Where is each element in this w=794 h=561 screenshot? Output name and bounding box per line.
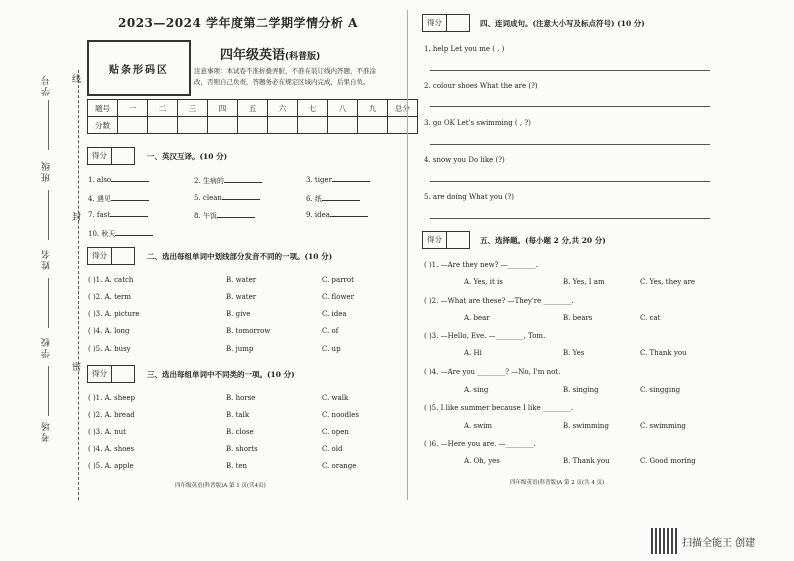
defen-score-slot[interactable] [447, 15, 469, 31]
s2-option-c: C. parrot [322, 276, 354, 284]
sidebar-label-banji: 班级 [42, 160, 52, 182]
score-cell: 六 [268, 100, 298, 117]
s3-option-a: ( )1. A. sheep [88, 394, 135, 402]
s4-item: 3. go OK Let's swimming ( , ?) [424, 119, 531, 127]
s5-question: ( )2. —What are these? —They're ________. [424, 297, 574, 305]
s3-option-b: B. horse [226, 394, 256, 402]
s5-option-b: B. Yes [563, 349, 585, 357]
s4-item: 4. snow you Do like (?) [424, 156, 505, 164]
s3-option-a: ( )2. A. bread [88, 411, 135, 419]
s2-option-a: ( )2. A. term [88, 293, 132, 301]
score-input-cell[interactable] [238, 117, 268, 134]
defen-score-slot[interactable] [447, 232, 469, 248]
s2-option-a: ( )1. A. catch [88, 276, 134, 284]
answer-line[interactable] [430, 70, 710, 71]
s3-option-c: C. walk [322, 394, 349, 402]
subject-title: 四年级英语(科普版) [220, 48, 321, 63]
s5-option-b: B. bears [563, 314, 593, 322]
sidebar-write-line [48, 100, 49, 150]
s4-item: 5. are doing What you (?) [424, 193, 514, 201]
s3-option-b: B. shorts [226, 445, 258, 453]
score-cell: 二 [148, 100, 178, 117]
s2-option-a: ( )5. A. busy [88, 345, 131, 353]
score-input-cell[interactable] [178, 117, 208, 134]
s5-option-b: B. swimming [563, 422, 609, 430]
sidebar-label-xingming: 姓名 [42, 248, 52, 270]
score-input-cell[interactable] [358, 117, 388, 134]
s5-option-a: A. Yes, it is [464, 278, 503, 286]
s2-option-b: B. tomorrow [226, 327, 271, 335]
s3-option-c: C. orange [322, 462, 357, 470]
s5-option-a: A. sing [464, 386, 489, 394]
score-table-score-row [88, 117, 418, 134]
scanner-watermark: 扫描全能王 创建 [682, 538, 756, 549]
s2-option-c: C. up [322, 345, 341, 353]
score-input-cell[interactable] [328, 117, 358, 134]
s2-option-b: B. jump [226, 345, 254, 353]
defen-box [87, 365, 135, 383]
defen-label: 得分 [88, 366, 112, 382]
score-cell: 分数 [88, 117, 118, 134]
s5-option-c: C. swimming [640, 422, 686, 430]
score-table [87, 99, 418, 134]
defen-label: 得分 [88, 148, 112, 164]
score-input-cell[interactable] [388, 117, 418, 134]
page-divider [407, 10, 408, 500]
s1-item: 2. 生病的 [194, 176, 262, 186]
s4-item: 2. colour shoes What the are (?) [424, 82, 538, 90]
sidebar-label-xuexiao: 学校 [42, 336, 52, 358]
sidebar-write-line [48, 366, 49, 416]
s2-option-a: ( )3. A. picture [88, 310, 140, 318]
s1-item: 10. 秋天 [88, 229, 153, 239]
defen-score-slot[interactable] [112, 148, 134, 164]
s5-question: ( )6. —Here you are. —________. [424, 440, 536, 448]
section-3-title: 三、选出每组单词中不同类的一项。(10 分) [147, 370, 295, 379]
sidebar-char-mi: 密 [72, 363, 82, 373]
section-1-title: 一、英汉互译。(10 分) [147, 152, 228, 161]
score-input-cell[interactable] [298, 117, 328, 134]
score-cell: 四 [208, 100, 238, 117]
defen-box [87, 247, 135, 265]
s3-option-a: ( )5. A. apple [88, 462, 134, 470]
defen-label: 得分 [88, 248, 112, 264]
answer-line[interactable] [430, 106, 710, 107]
sidebar-char-xian: 线 [72, 75, 82, 85]
s4-item: 1. help Let you me ( . ) [424, 45, 505, 53]
section-4-title: 四、连词成句。(注意大小写及标点符号) (10 分) [480, 19, 645, 28]
score-input-cell[interactable] [118, 117, 148, 134]
page-2-footer: 四年级英语(科普版)A 第 2 页(共 4 页) [510, 480, 605, 486]
s3-option-c: C. open [322, 428, 349, 436]
score-input-cell[interactable] [268, 117, 298, 134]
s5-option-b: B. singing [563, 386, 599, 394]
defen-label: 得分 [423, 232, 447, 248]
s1-item: 4. 遇见 [88, 194, 149, 204]
sidebar-char-feng: 封 [72, 213, 82, 223]
answer-line[interactable] [430, 144, 710, 145]
s3-option-a: ( )3. A. nut [88, 428, 126, 436]
defen-box [422, 231, 470, 249]
defen-box [87, 147, 135, 165]
s1-item: 9. idea [306, 211, 368, 219]
edition-label: (科普版) [285, 52, 321, 62]
s5-option-a: A. swim [464, 422, 492, 430]
score-cell: 五 [238, 100, 268, 117]
score-cell: 七 [298, 100, 328, 117]
defen-score-slot[interactable] [112, 248, 134, 264]
s3-option-a: ( )4. A. shoes [88, 445, 135, 453]
s5-option-c: C. Good moring [640, 457, 696, 465]
score-cell: 题号 [88, 100, 118, 117]
s5-option-a: A. bear [464, 314, 490, 322]
sidebar-write-line [48, 278, 49, 328]
section-2-title: 二、选出每组单词中划线部分发音不同的一项。(10 分) [147, 252, 333, 261]
s1-item: 8. 午饭 [194, 211, 255, 221]
s3-option-b: B. ten [226, 462, 248, 470]
s1-item: 1. also [88, 176, 149, 184]
score-cell: 一 [118, 100, 148, 117]
s5-question: ( )1. —Are they new? —________. [424, 261, 538, 269]
s2-option-b: B. water [226, 276, 257, 284]
answer-line[interactable] [430, 218, 710, 219]
sidebar-label-xuehao: 学号 [42, 74, 52, 96]
page-1-footer: 四年级英语(科普版)A 第 1 页(共4页) [175, 483, 266, 489]
section-5-title: 五、选择题。(每小题 2 分,共 20 分) [480, 236, 606, 245]
sidebar-write-line [48, 190, 49, 240]
s5-option-a: A. Oh, yes [464, 457, 500, 465]
binding-line [78, 70, 79, 500]
s5-option-b: B. Thank you [563, 457, 610, 465]
s5-question: ( )4. —Are you ________? —No, I'm not. [424, 368, 561, 376]
s3-option-c: C. old [322, 445, 343, 453]
defen-score-slot[interactable] [112, 366, 134, 382]
s1-item: 7. fast [88, 211, 148, 219]
s2-option-b: B. water [226, 293, 257, 301]
s2-option-b: B. give [226, 310, 251, 318]
s3-option-b: B. talk [226, 411, 250, 419]
defen-label: 得分 [423, 15, 447, 31]
s2-option-c: C. of [322, 327, 339, 335]
s3-option-b: B. close [226, 428, 254, 436]
s2-option-c: C. flower [322, 293, 354, 301]
s5-option-c: C. Thank you [640, 349, 687, 357]
qr-code-icon [651, 528, 677, 554]
s5-question: ( )5. I like summer because I like ________. [424, 404, 574, 412]
score-cell: 九 [358, 100, 388, 117]
score-cell: 三 [178, 100, 208, 117]
s5-question: ( )3. —Hello, Eve. —________, Tom. [424, 332, 546, 340]
s5-option-c: C. singging [640, 386, 681, 394]
score-input-cell[interactable] [208, 117, 238, 134]
s5-option-b: B. Yes, I am [563, 278, 605, 286]
s1-item: 6. 纸 [306, 194, 360, 204]
score-table-header-row [88, 100, 418, 117]
s1-item: 5. clean [194, 194, 260, 202]
notice-text: 注意事项：本试卷不准折叠弄脏，不准在装订线内答题，不准涂改，否则自己负责，答题务必在规定区域内完成，后果自负。 [194, 67, 376, 86]
s2-option-a: ( )4. A. long [88, 327, 130, 335]
s5-option-c: C. cat [640, 314, 661, 322]
s5-option-a: A. Hi [464, 349, 482, 357]
defen-box [422, 14, 470, 32]
score-input-cell[interactable] [148, 117, 178, 134]
barcode-area: 贴条形码区 [87, 40, 191, 96]
exam-title: 2023—2024 学年度第二学期学情分析 A [118, 16, 358, 30]
sidebar-label-kaochang: 考场 [42, 420, 52, 442]
s5-option-c: C. Yes, they are [640, 278, 696, 286]
score-cell: 八 [328, 100, 358, 117]
score-cell: 总分 [388, 100, 418, 117]
s1-item: 3. tiger [306, 176, 370, 184]
s3-option-c: C. noodles [322, 411, 359, 419]
s2-option-c: C. idea [322, 310, 347, 318]
answer-line[interactable] [430, 181, 710, 182]
